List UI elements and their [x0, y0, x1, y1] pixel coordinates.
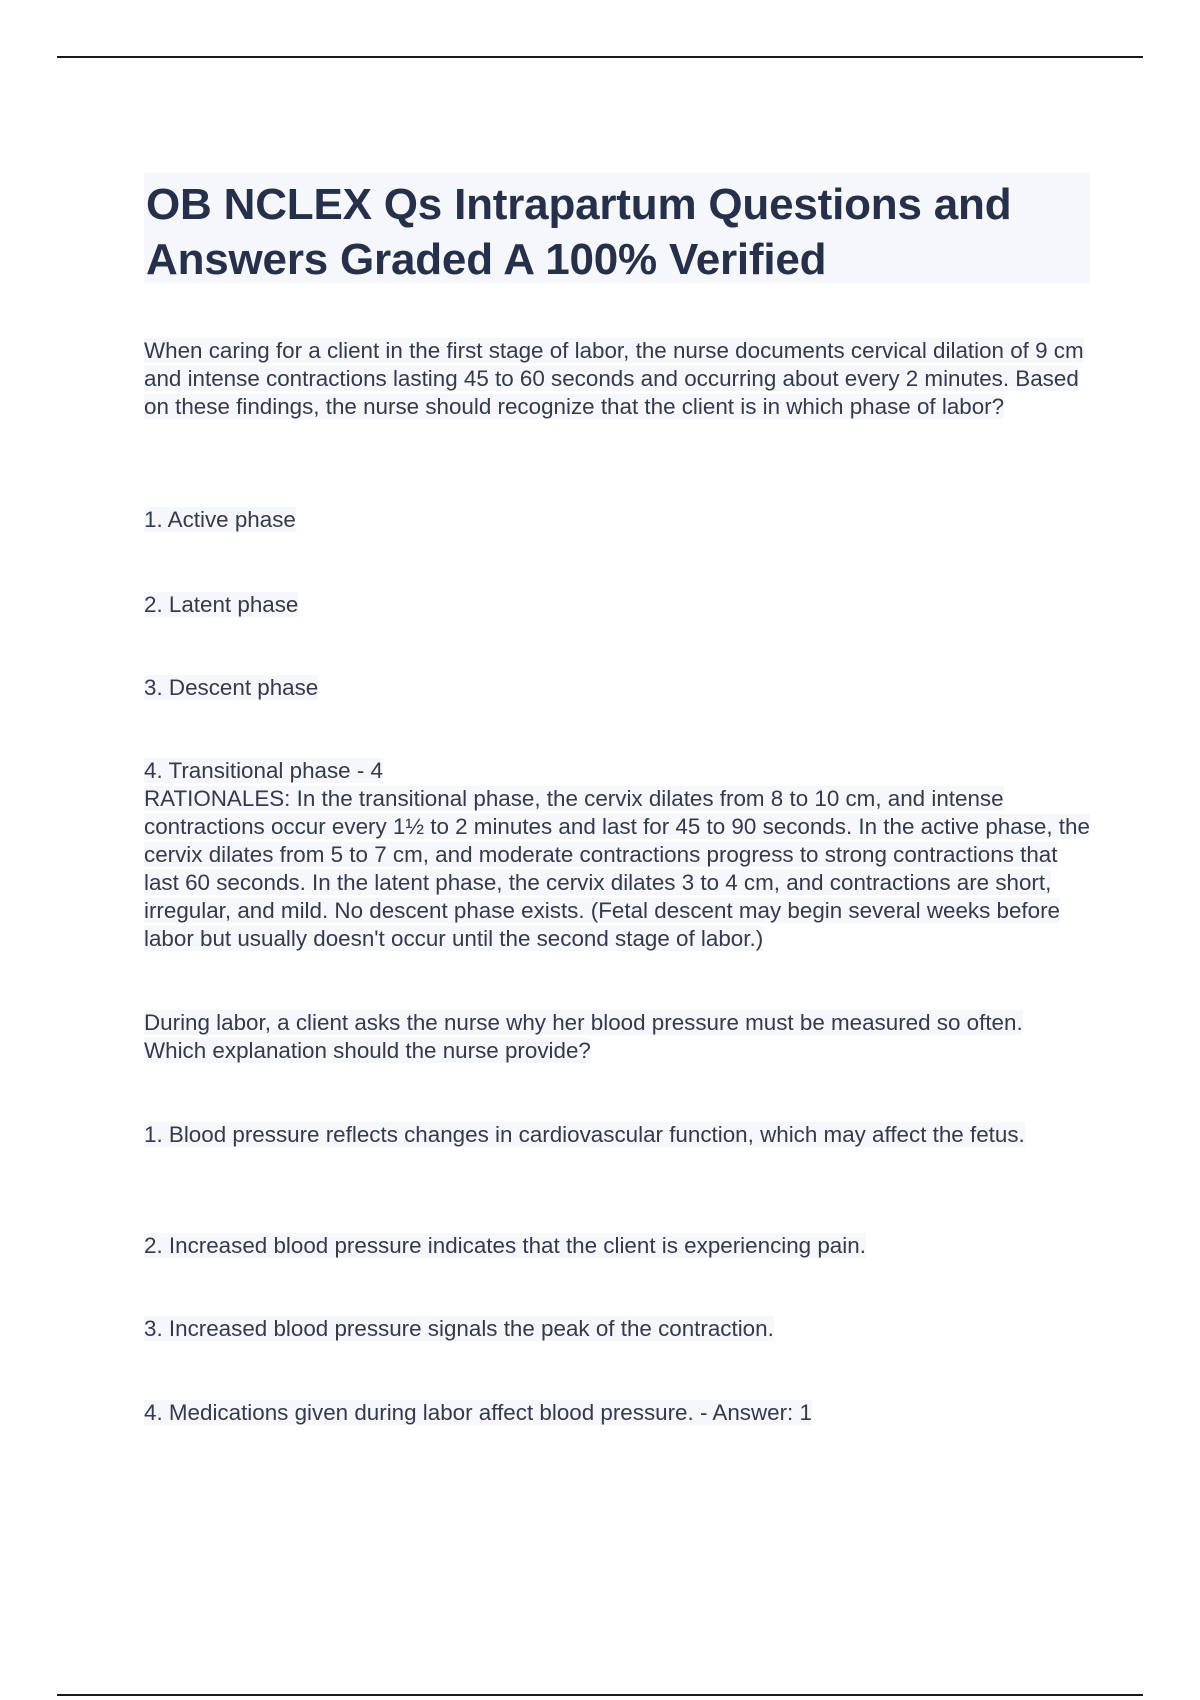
question-1-option-4: 4. Transitional phase - 4 — [144, 758, 383, 783]
question-1-option-2: 2. Latent phase — [144, 592, 299, 617]
question-2-option-1-block — [144, 1121, 1090, 1149]
question-2-option-2: 2. Increased blood pressure indicates that the client is experiencing pain. — [144, 1233, 866, 1258]
question-1-rationale: RATIONALES: In the transitional phase, the cervix dilates from 8 to 10 cm, and intense contractions occur every 1½ to 2 minutes and last for 45 to 90 seconds. In the active phase, the cervix dilates from 5 to 7 cm, and moderate contractions progress to strong contractions that last 60 seconds. In the latent phase, the cervix dilates 3 to 4 cm, and contractions are short, irregular, and mild. No descent phase exists. (Fetal descent may begin several weeks before labor but usually doesn't occur until the second stage of labor.) — [144, 786, 1090, 951]
question-2-option-3: 3. Increased blood pressure signals the peak of the contraction. — [144, 1316, 774, 1341]
question-1-option-2-block — [144, 591, 1090, 619]
title-block — [144, 173, 1090, 283]
question-2-option-2-block — [144, 1232, 1090, 1260]
question-1-option-1: 1. Active phase — [144, 507, 296, 532]
question-2-stem: During labor, a client asks the nurse why her blood pressure must be measured so often. Which explanation should the nurse provide? — [144, 1010, 1023, 1063]
question-1-stem-block — [144, 337, 1090, 421]
question-1-answer-block — [144, 757, 1090, 953]
question-1-stem: When caring for a client in the first stage of labor, the nurse documents cervical dilation of 9 cm and intense contractions lasting 45 to 60 seconds and occurring about every 2 minutes. Based on these findings, the nurse should recognize that the client is in which phase of labor? — [144, 338, 1084, 419]
question-1-option-3: 3. Descent phase — [144, 675, 319, 700]
question-2-stem-block — [144, 1009, 1090, 1065]
question-1-option-1-block — [144, 506, 1090, 534]
top-rule — [57, 56, 1143, 58]
document-title: OB NCLEX Qs Intrapartum Questions and Answers Graded A 100% Verified — [146, 180, 1012, 284]
question-1-option-3-block — [144, 674, 1090, 702]
question-2-option-1: 1. Blood pressure reflects changes in cardiovascular function, which may affect the fetus. — [144, 1122, 1025, 1147]
question-2-option-4: 4. Medications given during labor affect blood pressure. - Answer: 1 — [144, 1400, 812, 1425]
bottom-rule — [57, 1694, 1143, 1696]
question-2-option-4-block — [144, 1399, 1090, 1427]
question-2-option-3-block — [144, 1315, 1090, 1343]
